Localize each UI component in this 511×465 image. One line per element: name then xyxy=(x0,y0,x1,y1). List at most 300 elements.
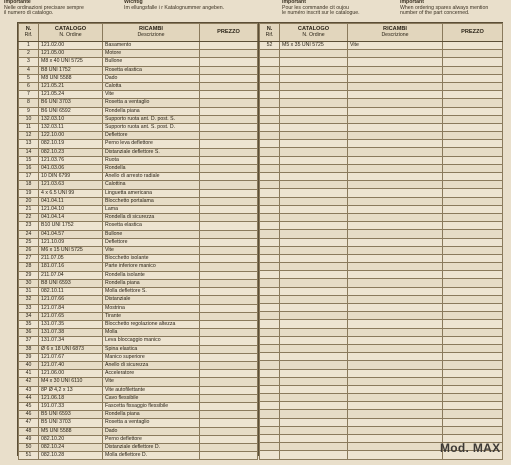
price-cell xyxy=(443,426,503,434)
price-cell xyxy=(200,74,258,82)
catalog-number-cell: 082.10.28 xyxy=(39,452,103,460)
price-cell xyxy=(200,312,258,320)
catalog-number-cell: 082.10.20 xyxy=(39,435,103,443)
table-row xyxy=(260,418,503,426)
table-row xyxy=(19,173,258,181)
description-cell xyxy=(348,410,443,418)
header-catalogo-line2: N. Ordine xyxy=(302,31,325,38)
header-rif-line2: Rif. xyxy=(24,31,33,38)
ref-number-cell xyxy=(260,205,280,213)
price-cell xyxy=(200,353,258,361)
catalog-number-cell: 121.03.63 xyxy=(39,181,103,189)
table-row xyxy=(260,213,503,221)
price-cell xyxy=(443,42,503,50)
ref-number-cell: 25 xyxy=(19,238,39,246)
ref-number-cell xyxy=(260,50,280,58)
price-cell xyxy=(200,247,258,255)
price-cell xyxy=(443,107,503,115)
parts-table-right-body xyxy=(260,42,503,460)
catalog-number-cell xyxy=(280,156,348,164)
description-cell: Molla xyxy=(103,329,200,337)
description-cell: Deflettore xyxy=(103,238,200,246)
ref-number-cell: 41 xyxy=(19,370,39,378)
price-cell xyxy=(200,132,258,140)
catalog-number-cell xyxy=(280,91,348,99)
description-cell: Distanziale xyxy=(103,296,200,304)
description-cell: Rosetta a ventaglio xyxy=(103,99,200,107)
ref-number-cell: 34 xyxy=(19,312,39,320)
ref-number-cell: 21 xyxy=(19,206,39,214)
catalog-number-cell xyxy=(280,353,348,361)
description-cell xyxy=(348,287,443,295)
ref-number-cell xyxy=(260,353,280,361)
description-cell xyxy=(348,435,443,443)
description-cell xyxy=(348,279,443,287)
header-ricambi-line1: RICAMBI xyxy=(383,25,407,32)
ref-number-cell xyxy=(260,164,280,172)
note-title: Wichtig xyxy=(124,0,143,5)
description-cell xyxy=(348,328,443,336)
price-cell xyxy=(200,197,258,205)
price-cell xyxy=(200,214,258,222)
price-cell xyxy=(443,394,503,402)
ref-number-cell xyxy=(260,312,280,320)
ref-number-cell: 8 xyxy=(19,99,39,107)
price-cell xyxy=(200,378,258,386)
ref-number-cell xyxy=(260,66,280,74)
ref-number-cell xyxy=(260,263,280,271)
price-cell xyxy=(200,189,258,197)
table-row xyxy=(260,377,503,385)
catalog-number-cell: 082.10.11 xyxy=(39,288,103,296)
description-cell xyxy=(348,132,443,140)
ref-number-cell: 11 xyxy=(19,124,39,132)
catalog-number-cell: 211.07.04 xyxy=(39,271,103,279)
table-row xyxy=(260,271,503,279)
ref-number-cell: 4 xyxy=(19,66,39,74)
table-row xyxy=(19,345,258,353)
price-cell xyxy=(443,140,503,148)
table-row xyxy=(260,344,503,352)
catalog-number-cell xyxy=(280,271,348,279)
description-cell: Rosetta elastica xyxy=(103,66,200,74)
catalog-number-cell xyxy=(280,197,348,205)
catalog-number-cell: 121.04.10 xyxy=(39,206,103,214)
description-cell xyxy=(348,181,443,189)
description-cell: Deflettore xyxy=(103,132,200,140)
ref-number-cell: 27 xyxy=(19,255,39,263)
price-cell xyxy=(443,304,503,312)
catalog-number-cell: 041.04.57 xyxy=(39,230,103,238)
table-row xyxy=(260,410,503,418)
ref-number-cell xyxy=(260,320,280,328)
catalog-number-cell: 121.06.00 xyxy=(39,370,103,378)
description-cell xyxy=(348,107,443,115)
table-row xyxy=(19,296,258,304)
table-row xyxy=(260,205,503,213)
note-line: Im ellungsfalle i r Katalognummer angeben. xyxy=(124,4,225,11)
table-row xyxy=(19,435,258,443)
catalog-number-cell xyxy=(280,50,348,58)
price-cell xyxy=(443,197,503,205)
ref-number-cell: 1 xyxy=(19,42,39,50)
description-cell xyxy=(348,377,443,385)
description-cell: Linguetta americana xyxy=(103,189,200,197)
ref-number-cell: 3 xyxy=(19,58,39,66)
note-line: il numero di catalogo. xyxy=(4,10,54,17)
catalog-number-cell: 082.10.19 xyxy=(39,140,103,148)
ref-number-cell xyxy=(260,451,280,459)
catalog-number-cell xyxy=(280,451,348,459)
price-cell xyxy=(443,115,503,123)
table-row xyxy=(19,230,258,238)
description-cell: Dado xyxy=(103,427,200,435)
table-row xyxy=(19,279,258,287)
ref-number-cell xyxy=(260,361,280,369)
description-cell xyxy=(348,74,443,82)
description-cell: Anello di sicurezza xyxy=(103,361,200,369)
catalog-number-cell xyxy=(280,222,348,230)
header-catalogo xyxy=(280,24,348,42)
price-cell xyxy=(200,148,258,156)
header-rif-line1: N. xyxy=(266,25,273,32)
header-prezzo xyxy=(443,24,503,42)
price-cell xyxy=(443,410,503,418)
catalog-number-cell: M8 UNI 5588 xyxy=(39,74,103,82)
ref-number-cell xyxy=(260,304,280,312)
price-cell xyxy=(200,173,258,181)
catalog-number-cell: 10 DIN 6799 xyxy=(39,173,103,181)
header-ricambi-line2: Descrizione xyxy=(381,31,409,38)
ref-number-cell xyxy=(260,189,280,197)
ref-number-cell: 36 xyxy=(19,329,39,337)
catalog-number-cell: 121.07.67 xyxy=(39,353,103,361)
description-cell: Distanziale deflettore S. xyxy=(103,148,200,156)
price-cell xyxy=(200,115,258,123)
description-cell: Vite xyxy=(103,378,200,386)
catalog-number-cell xyxy=(280,254,348,262)
description-cell: Mostrina xyxy=(103,304,200,312)
price-cell xyxy=(443,312,503,320)
catalog-number-cell: 131.07.38 xyxy=(39,329,103,337)
description-cell xyxy=(348,246,443,254)
catalog-number-cell xyxy=(280,148,348,156)
description-cell: Tirante xyxy=(103,312,200,320)
price-cell xyxy=(200,124,258,132)
parts-table-left-panel xyxy=(17,22,258,459)
table-row xyxy=(19,247,258,255)
ref-number-cell: 30 xyxy=(19,279,39,287)
table-row xyxy=(260,369,503,377)
price-cell xyxy=(200,419,258,427)
table-row xyxy=(260,304,503,312)
ref-number-cell xyxy=(260,443,280,451)
ref-number-cell: 47 xyxy=(19,419,39,427)
table-row xyxy=(260,287,503,295)
price-cell xyxy=(443,336,503,344)
ref-number-cell: 38 xyxy=(19,345,39,353)
catalog-number-cell: 041.04.14 xyxy=(39,214,103,222)
catalog-number-cell: 121.03.76 xyxy=(39,156,103,164)
table-row xyxy=(19,402,258,410)
header-prezzo-label: PREZZO xyxy=(461,28,484,35)
ref-number-cell xyxy=(260,107,280,115)
table-row xyxy=(19,148,258,156)
table-row xyxy=(260,279,503,287)
description-cell xyxy=(348,385,443,393)
description-cell: Supporto ruota ant. S. post. D. xyxy=(103,124,200,132)
ref-number-cell xyxy=(260,197,280,205)
catalog-number-cell: 121.10.09 xyxy=(39,238,103,246)
ref-number-cell xyxy=(260,181,280,189)
ref-number-cell: 7 xyxy=(19,91,39,99)
catalog-number-cell xyxy=(280,410,348,418)
table-row xyxy=(260,115,503,123)
ref-number-cell: 33 xyxy=(19,304,39,312)
price-cell xyxy=(200,206,258,214)
catalog-number-cell: M8 x 40 UNI 5725 xyxy=(39,58,103,66)
price-cell xyxy=(200,222,258,230)
description-cell xyxy=(348,304,443,312)
header-ricambi xyxy=(103,24,200,42)
description-cell: Rondella isolante xyxy=(103,271,200,279)
table-row xyxy=(19,394,258,402)
ref-number-cell xyxy=(260,287,280,295)
price-cell xyxy=(200,443,258,451)
description-cell: Distanziale deflettore D. xyxy=(103,443,200,451)
description-cell: Molla deflettore S. xyxy=(103,288,200,296)
header-catalogo-line1: CATALOGO xyxy=(54,25,87,32)
price-cell xyxy=(200,271,258,279)
ref-number-cell: 26 xyxy=(19,247,39,255)
catalog-number-cell: 121.07.66 xyxy=(39,296,103,304)
table-row xyxy=(260,181,503,189)
catalog-number-cell: 121.05.00 xyxy=(39,50,103,58)
price-cell xyxy=(443,99,503,107)
catalog-number-cell xyxy=(280,312,348,320)
description-cell xyxy=(348,164,443,172)
ref-number-cell: 32 xyxy=(19,296,39,304)
table-row xyxy=(19,361,258,369)
table-row xyxy=(19,312,258,320)
catalog-number-cell: 121.07.65 xyxy=(39,312,103,320)
table-row xyxy=(19,181,258,189)
ref-number-cell: 20 xyxy=(19,197,39,205)
description-cell: Molla deflettore D. xyxy=(103,452,200,460)
description-cell xyxy=(348,238,443,246)
ref-number-cell: 16 xyxy=(19,165,39,173)
price-cell xyxy=(200,238,258,246)
parts-table-left-body xyxy=(19,42,258,460)
price-cell xyxy=(443,58,503,66)
ref-number-cell: 18 xyxy=(19,181,39,189)
price-cell xyxy=(200,91,258,99)
table-row xyxy=(260,238,503,246)
ref-number-cell xyxy=(260,99,280,107)
table-row xyxy=(19,238,258,246)
price-cell xyxy=(443,74,503,82)
ref-number-cell: 52 xyxy=(260,42,280,50)
catalog-number-cell: 121.02.00 xyxy=(39,42,103,50)
ref-number-cell xyxy=(260,132,280,140)
description-cell xyxy=(348,451,443,459)
catalog-number-cell: 122.10.00 xyxy=(39,132,103,140)
price-cell xyxy=(443,361,503,369)
ref-number-cell xyxy=(260,156,280,164)
note-line: Pour les commande cit oujou xyxy=(282,4,349,11)
description-cell: Lama xyxy=(103,206,200,214)
catalog-number-cell xyxy=(280,164,348,172)
catalog-number-cell: B10 UNI 1752 xyxy=(39,222,103,230)
price-cell xyxy=(443,254,503,262)
price-cell xyxy=(200,361,258,369)
table-row xyxy=(260,246,503,254)
description-cell: Rondella piana xyxy=(103,107,200,115)
table-row xyxy=(260,426,503,434)
description-cell xyxy=(348,336,443,344)
catalog-number-cell xyxy=(280,99,348,107)
ref-number-cell: 48 xyxy=(19,427,39,435)
ref-number-cell xyxy=(260,279,280,287)
price-cell xyxy=(200,296,258,304)
table-row xyxy=(19,91,258,99)
description-cell: Ruota xyxy=(103,156,200,164)
price-cell xyxy=(443,156,503,164)
catalog-number-cell xyxy=(280,246,348,254)
table-row xyxy=(19,140,258,148)
catalog-number-cell: 191.07.33 xyxy=(39,402,103,410)
catalog-number-cell: 041.04.11 xyxy=(39,197,103,205)
description-cell xyxy=(348,189,443,197)
description-cell: Rondella piana xyxy=(103,279,200,287)
description-cell: Perno deflettore xyxy=(103,435,200,443)
parts-table-right xyxy=(259,23,503,460)
description-cell xyxy=(348,320,443,328)
price-cell xyxy=(443,50,503,58)
description-cell: Motore xyxy=(103,50,200,58)
price-cell xyxy=(443,295,503,303)
price-cell xyxy=(443,82,503,90)
table-row xyxy=(19,189,258,197)
ref-number-cell: 44 xyxy=(19,394,39,402)
description-cell: Vite autofilettante xyxy=(103,386,200,394)
ref-number-cell: 35 xyxy=(19,320,39,328)
price-cell xyxy=(200,263,258,271)
ref-number-cell xyxy=(260,295,280,303)
table-row xyxy=(260,197,503,205)
description-cell xyxy=(348,213,443,221)
header-ricambi-line1: RICAMBI xyxy=(139,25,163,32)
description-cell: Blocchetto portalama xyxy=(103,197,200,205)
catalog-number-cell xyxy=(280,132,348,140)
price-cell xyxy=(443,328,503,336)
price-cell xyxy=(200,427,258,435)
ref-number-cell xyxy=(260,74,280,82)
ref-number-cell xyxy=(260,238,280,246)
table-row xyxy=(260,361,503,369)
price-cell xyxy=(200,156,258,164)
table-row xyxy=(19,83,258,91)
description-cell xyxy=(348,418,443,426)
header-catalogo-line2: N. Ordine xyxy=(59,31,82,38)
price-cell xyxy=(200,107,258,115)
table-row xyxy=(19,263,258,271)
table-row xyxy=(260,263,503,271)
price-cell xyxy=(200,329,258,337)
ref-number-cell: 42 xyxy=(19,378,39,386)
table-row xyxy=(19,255,258,263)
ref-number-cell xyxy=(260,410,280,418)
catalog-number-cell: 131.07.34 xyxy=(39,337,103,345)
ref-number-cell: 23 xyxy=(19,222,39,230)
table-row xyxy=(19,337,258,345)
catalog-number-cell xyxy=(280,205,348,213)
catalog-number-cell: 181.07.16 xyxy=(39,263,103,271)
note-line: le numéro inscrit sur le catalogue. xyxy=(282,10,360,17)
table-row xyxy=(260,74,503,82)
table-row xyxy=(260,156,503,164)
price-cell xyxy=(443,246,503,254)
table-row xyxy=(260,164,503,172)
table-row xyxy=(19,42,258,50)
description-cell xyxy=(348,254,443,262)
ref-number-cell xyxy=(260,230,280,238)
catalog-number-cell: M5 UNI 5588 xyxy=(39,427,103,435)
table-row xyxy=(19,329,258,337)
catalog-number-cell xyxy=(280,443,348,451)
price-cell xyxy=(443,418,503,426)
description-cell xyxy=(348,369,443,377)
header-ricambi-line2: Descrizione xyxy=(137,31,165,38)
description-cell xyxy=(348,353,443,361)
table-row xyxy=(19,115,258,123)
table-row xyxy=(260,254,503,262)
catalog-number-cell xyxy=(280,287,348,295)
price-cell xyxy=(443,271,503,279)
ref-number-cell xyxy=(260,369,280,377)
price-cell xyxy=(443,320,503,328)
catalog-number-cell: B6 UNI 3703 xyxy=(39,99,103,107)
ref-number-cell: 28 xyxy=(19,263,39,271)
ref-number-cell: 14 xyxy=(19,148,39,156)
note-german xyxy=(124,0,224,11)
catalog-number-cell xyxy=(280,263,348,271)
table-row xyxy=(260,58,503,66)
catalog-number-cell xyxy=(280,58,348,66)
description-cell: Bullone xyxy=(103,230,200,238)
table-row xyxy=(19,197,258,205)
table-row xyxy=(260,107,503,115)
description-cell xyxy=(348,140,443,148)
parts-table-right-panel xyxy=(258,22,503,456)
description-cell: Leva bloccaggio manico xyxy=(103,337,200,345)
price-cell xyxy=(200,452,258,460)
table-row xyxy=(19,107,258,115)
description-cell xyxy=(348,205,443,213)
ref-number-cell: 29 xyxy=(19,271,39,279)
ref-number-cell: 24 xyxy=(19,230,39,238)
description-cell xyxy=(348,197,443,205)
price-cell xyxy=(443,91,503,99)
catalog-number-cell xyxy=(280,189,348,197)
price-cell xyxy=(200,411,258,419)
price-cell xyxy=(443,263,503,271)
catalog-number-cell: 132.03.11 xyxy=(39,124,103,132)
catalog-number-cell: 121.07.40 xyxy=(39,361,103,369)
catalog-number-cell xyxy=(280,320,348,328)
catalog-number-cell: 8P Ø 4,2 x 13 xyxy=(39,386,103,394)
catalog-number-cell: 121.05.24 xyxy=(39,91,103,99)
